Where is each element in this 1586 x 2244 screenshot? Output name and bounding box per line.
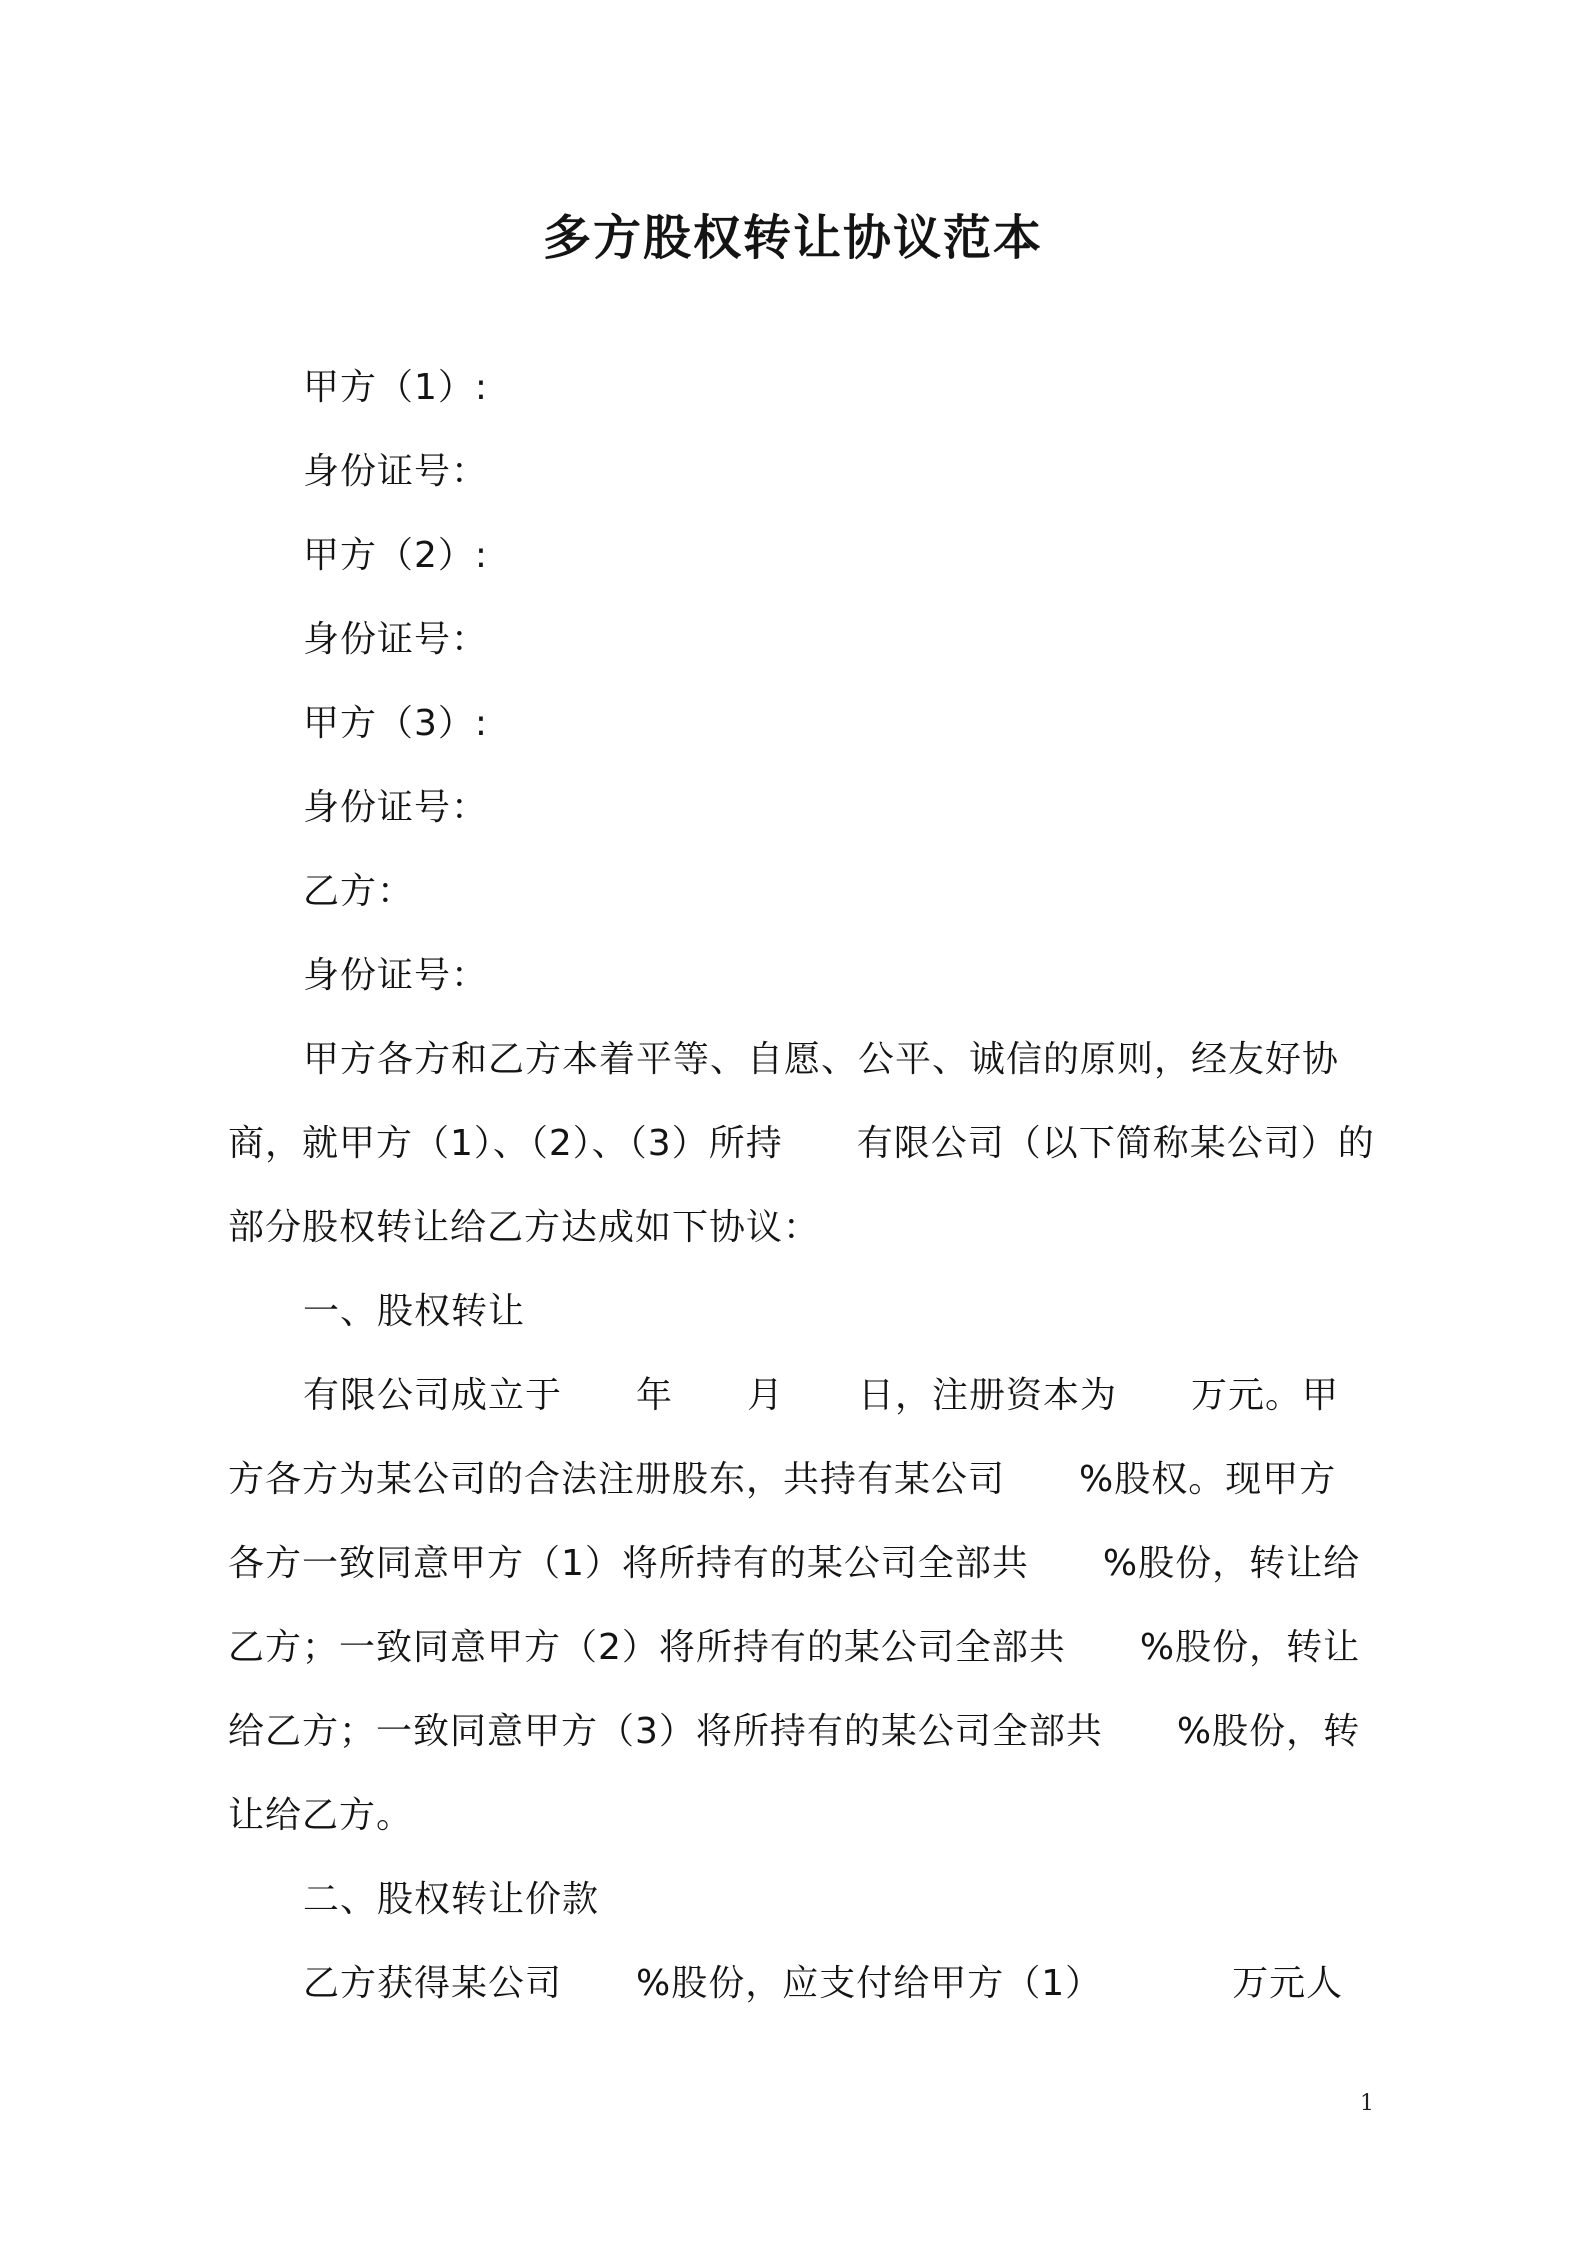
party-a2-id-label: 身份证号： xyxy=(303,619,489,660)
section1-line: 各方一致同意甲方（1）将所持有的某公司全部共 %股份，转让给 xyxy=(228,1543,1361,1584)
section2-line: 乙方获得某公司 %股份，应支付给甲方（1） 万元人 xyxy=(303,1963,1344,2004)
section1-line: 乙方；一致同意甲方（2）将所持有的某公司全部共 %股份，转让 xyxy=(228,1627,1361,1668)
intro-line: 商，就甲方（1）、（2）、（3）所持 有限公司（以下简称某公司）的 xyxy=(228,1123,1375,1164)
section1-line: 有限公司成立于 年 月 日，注册资本为 万元。甲 xyxy=(303,1375,1340,1416)
intro-line: 甲方各方和乙方本着平等、自愿、公平、诚信的原则，经友好协 xyxy=(303,1039,1340,1080)
section-heading-transfer: 一、股权转让 xyxy=(303,1291,526,1332)
page-number: 1 xyxy=(1360,2091,1374,2116)
section1-line: 方各方为某公司的合法注册股东，共持有某公司 %股权。现甲方 xyxy=(228,1459,1337,1500)
party-a2-label: 甲方（2）: xyxy=(303,535,489,576)
section1-line: 让给乙方。 xyxy=(228,1795,414,1836)
party-a3-label: 甲方（3）: xyxy=(303,703,489,744)
party-a3-id-label: 身份证号： xyxy=(303,787,489,828)
section1-line: 给乙方；一致同意甲方（3）将所持有的某公司全部共 %股份，转 xyxy=(228,1711,1361,1752)
intro-line: 部分股权转让给乙方达成如下协议： xyxy=(228,1207,821,1248)
party-b-label: 乙方： xyxy=(303,871,415,912)
party-b-id-label: 身份证号： xyxy=(303,955,489,996)
document-title: 多方股权转让协议范本 xyxy=(542,210,1043,266)
party-a1-label: 甲方（1）: xyxy=(303,367,489,408)
section-heading-price: 二、股权转让价款 xyxy=(303,1879,600,1920)
party-a1-id-label: 身份证号： xyxy=(303,451,489,492)
